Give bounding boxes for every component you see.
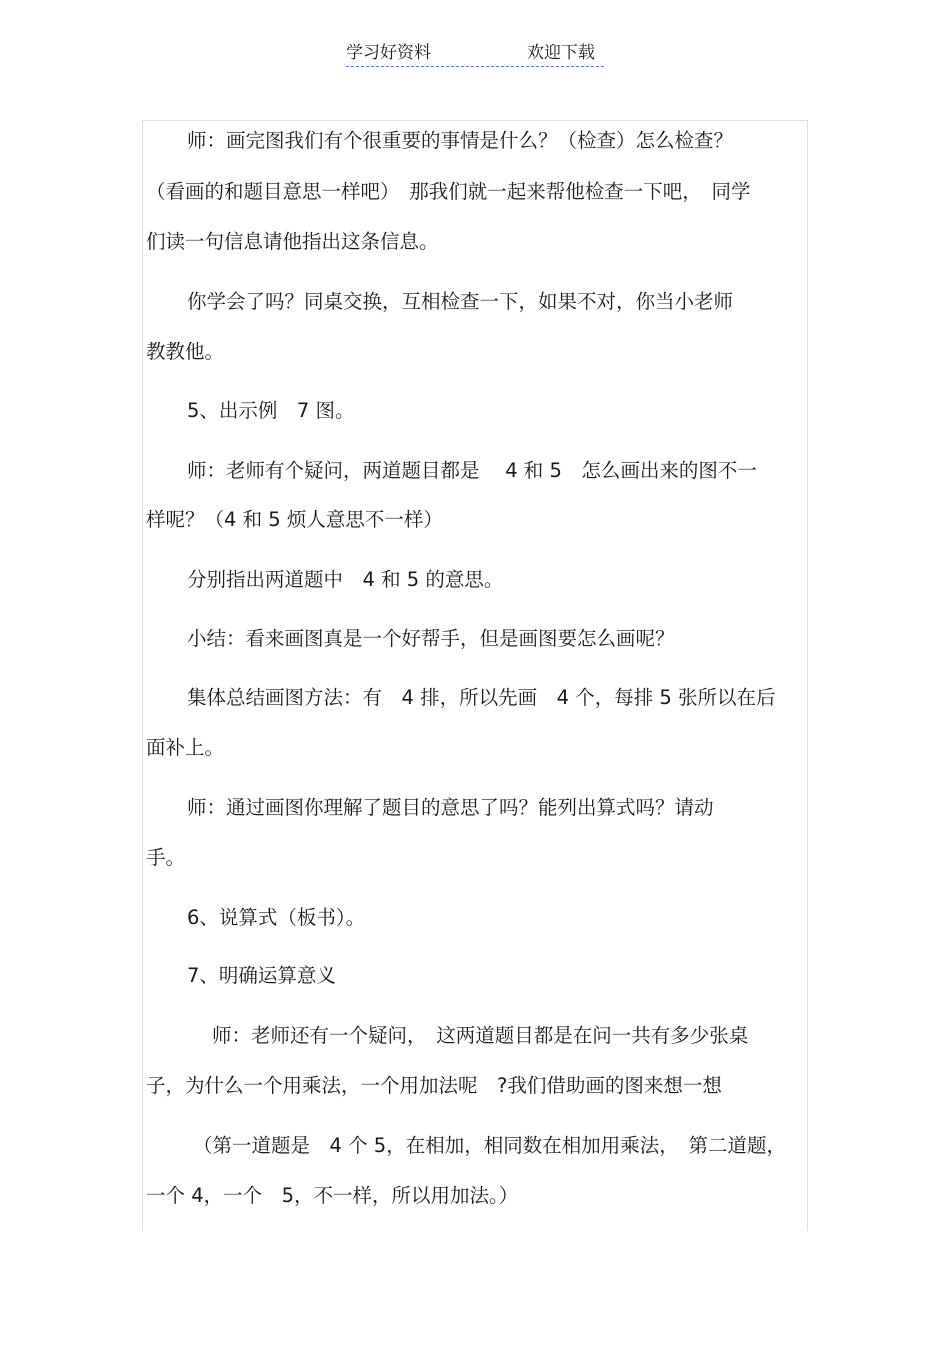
text-line-1: 师：画完图我们有个很重要的事情是什么？（检查）怎么检查？	[187, 129, 734, 152]
text-line-9: 分别指出两道题中 4 和 5 的意思。	[187, 568, 504, 591]
text-line-7: 师：老师有个疑问，两道题目都是 4 和 5 怎么画出来的图不一	[187, 459, 757, 482]
text-line-13: 师：通过画图你理解了题目的意思了吗？能列出算式吗？请动	[187, 796, 714, 819]
text-line-11: 集体总结画图方法：有 4 排，所以先画 4 个，每排 5 张所以在后	[187, 686, 776, 709]
text-line-5: 教教他。	[146, 340, 225, 363]
text-line-16: 7、明确运算意义	[187, 964, 336, 987]
text-line-19: （第一道题是 4 个 5，在相加，相同数在相加用乘法， 第二道题，	[193, 1134, 786, 1157]
text-line-18: 子，为什么一个用乘法，一个用加法呢 ?我们借助画的图来想一想	[146, 1074, 722, 1097]
text-line-12: 面补上。	[146, 736, 225, 759]
text-line-3: 们读一句信息请他指出这条信息。	[146, 230, 439, 253]
text-line-15: 6、说算式（板书）。	[187, 906, 366, 929]
text-line-17: 师：老师还有一个疑问， 这两道题目都是在问一共有多少张桌	[212, 1024, 749, 1047]
text-line-20: 一个 4，一个 5，不一样，所以用加法。）	[146, 1184, 519, 1207]
header-right-text: 欢迎下载	[527, 43, 595, 63]
page-header	[346, 40, 604, 67]
text-line-14: 手。	[146, 846, 186, 869]
text-line-8: 样呢？（4 和 5 烦人意思不一样）	[146, 508, 443, 531]
text-line-10: 小结：看来画图真是一个好帮手，但是画图要怎么画呢？	[187, 627, 675, 650]
text-line-6: 5、出示例 7 图。	[187, 399, 355, 422]
text-line-4: 你学会了吗？同桌交换，互相检查一下，如果不对，你当小老师	[187, 290, 734, 313]
header-left-text: 学习好资料	[346, 43, 431, 63]
content-box	[142, 120, 808, 1231]
text-line-2: （看画的和题目意思一样吧） 那我们就一起来帮他检查一下吧， 同学	[146, 180, 751, 203]
